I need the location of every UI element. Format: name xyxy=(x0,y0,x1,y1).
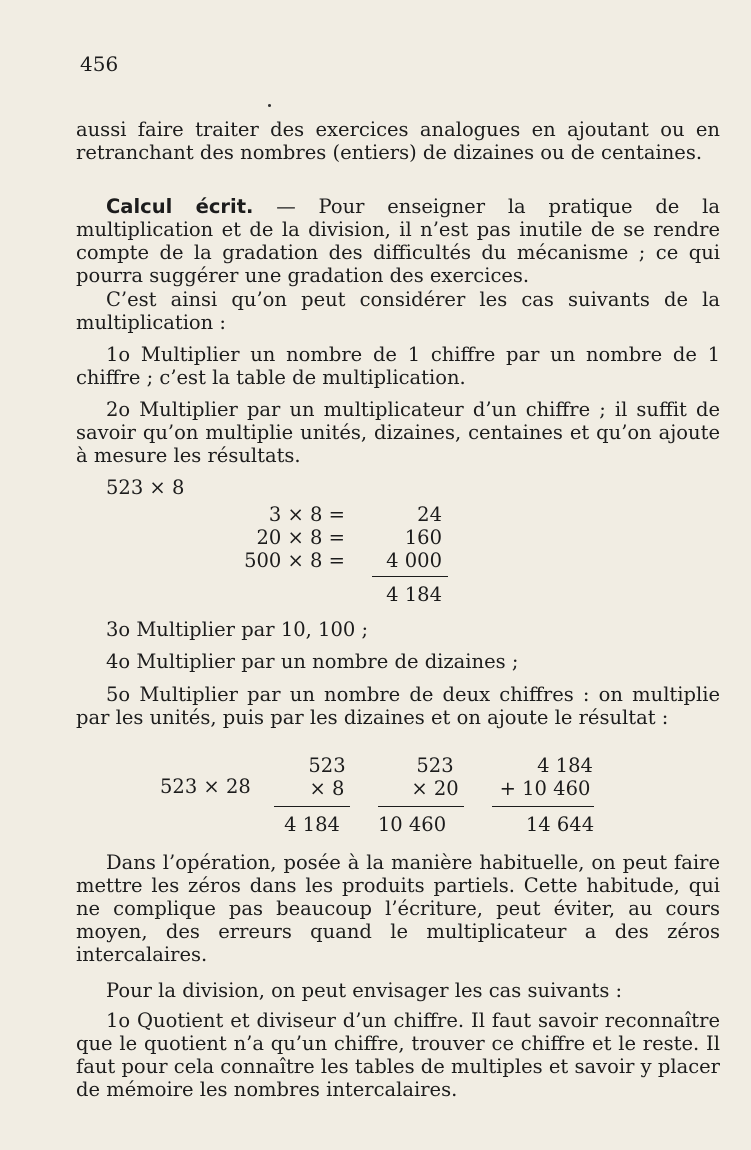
partial2-mid: × 20 xyxy=(411,777,459,800)
paragraph-calcul-ecrit xyxy=(76,195,720,287)
paragraph-division: Pour la division, on peut envisager les cas suivants : xyxy=(106,979,623,1002)
section-text: — Pour enseigner la pratique de la multiplication et de la division, il n’est pas inutile de se rendre compte de la gradation des difficultés du mécanisme ; ce qui pourra suggérer une gradation des exercices. xyxy=(76,195,720,287)
sum-rule xyxy=(492,806,594,807)
page-number: 456 xyxy=(80,52,119,76)
section-heading: Calcul écrit. xyxy=(106,195,254,218)
example-label: 523 × 28 xyxy=(160,775,251,798)
ink-speck xyxy=(268,104,271,107)
case-3: 3o Multiplier par 10, 100 ; xyxy=(106,618,369,641)
partial2-result: 10 460 xyxy=(377,813,447,836)
division-case-1: 1o Quotient et diviseur d’un chiffre. Il faut savoir reconnaître que le quotient n’a qu’un chiffre, trouver ce chiffre et le reste. Il faut pour cela connaître les tables de multiples et savoir y placer de mémoire les nombres intercalaires. xyxy=(76,1009,720,1101)
calc-row-right: 4 000 xyxy=(386,549,442,572)
partial1-rule xyxy=(274,806,350,807)
calc-total: 4 184 xyxy=(386,583,442,606)
calc-row-right: 24 xyxy=(417,503,442,526)
case-4: 4o Multiplier par un nombre de dizaines ; xyxy=(106,650,519,673)
sum-mid: + 10 460 xyxy=(499,777,591,800)
calc-row-right: 160 xyxy=(404,526,442,549)
sum-top: 4 184 xyxy=(537,754,593,777)
case-1: 1o Multiplier un nombre de 1 chiffre par un nombre de 1 chiffre ; c’est la table de multiplication. xyxy=(76,343,720,389)
calc-row-left: 500 × 8 = xyxy=(244,549,345,572)
example-title: 523 × 8 xyxy=(106,476,185,499)
partial2-top: 523 xyxy=(416,754,454,777)
calc-row-left: 3 × 8 = xyxy=(268,503,345,526)
sum-rule xyxy=(372,576,448,577)
partial2-rule xyxy=(378,806,464,807)
partial1-top: 523 xyxy=(308,754,346,777)
case-2: 2o Multiplier par un multiplicateur d’un chiffre ; il suffit de savoir qu’on multiplie unités, dizaines, centaines et qu’on ajoute à mesure les résultats. xyxy=(76,398,720,467)
paragraph-continuation: aussi faire traiter des exercices analogues en ajoutant ou en retranchant des nombres (entiers) de dizaines ou de centaines. xyxy=(76,118,720,164)
calc-row-left: 20 × 8 = xyxy=(256,526,345,549)
sum-result: 14 644 xyxy=(525,813,595,836)
paragraph-cases: C’est ainsi qu’on peut considérer les cas suivants de la multiplication : xyxy=(76,288,720,334)
partial1-mid: × 8 xyxy=(309,777,345,800)
paragraph-zeros: Dans l’opération, posée à la manière habituelle, on peut faire mettre les zéros dans les produits partiels. Cette habitude, qui ne complique pas beaucoup l’écriture, peut éviter, au cours moyen, des erreurs quand le multiplicateur a des zéros intercalaires. xyxy=(76,851,720,966)
case-5: 5o Multiplier par un nombre de deux chiffres : on multiplie par les unités, puis par les dizaines et on ajoute le résultat : xyxy=(76,683,720,729)
partial1-result: 4 184 xyxy=(284,813,340,836)
